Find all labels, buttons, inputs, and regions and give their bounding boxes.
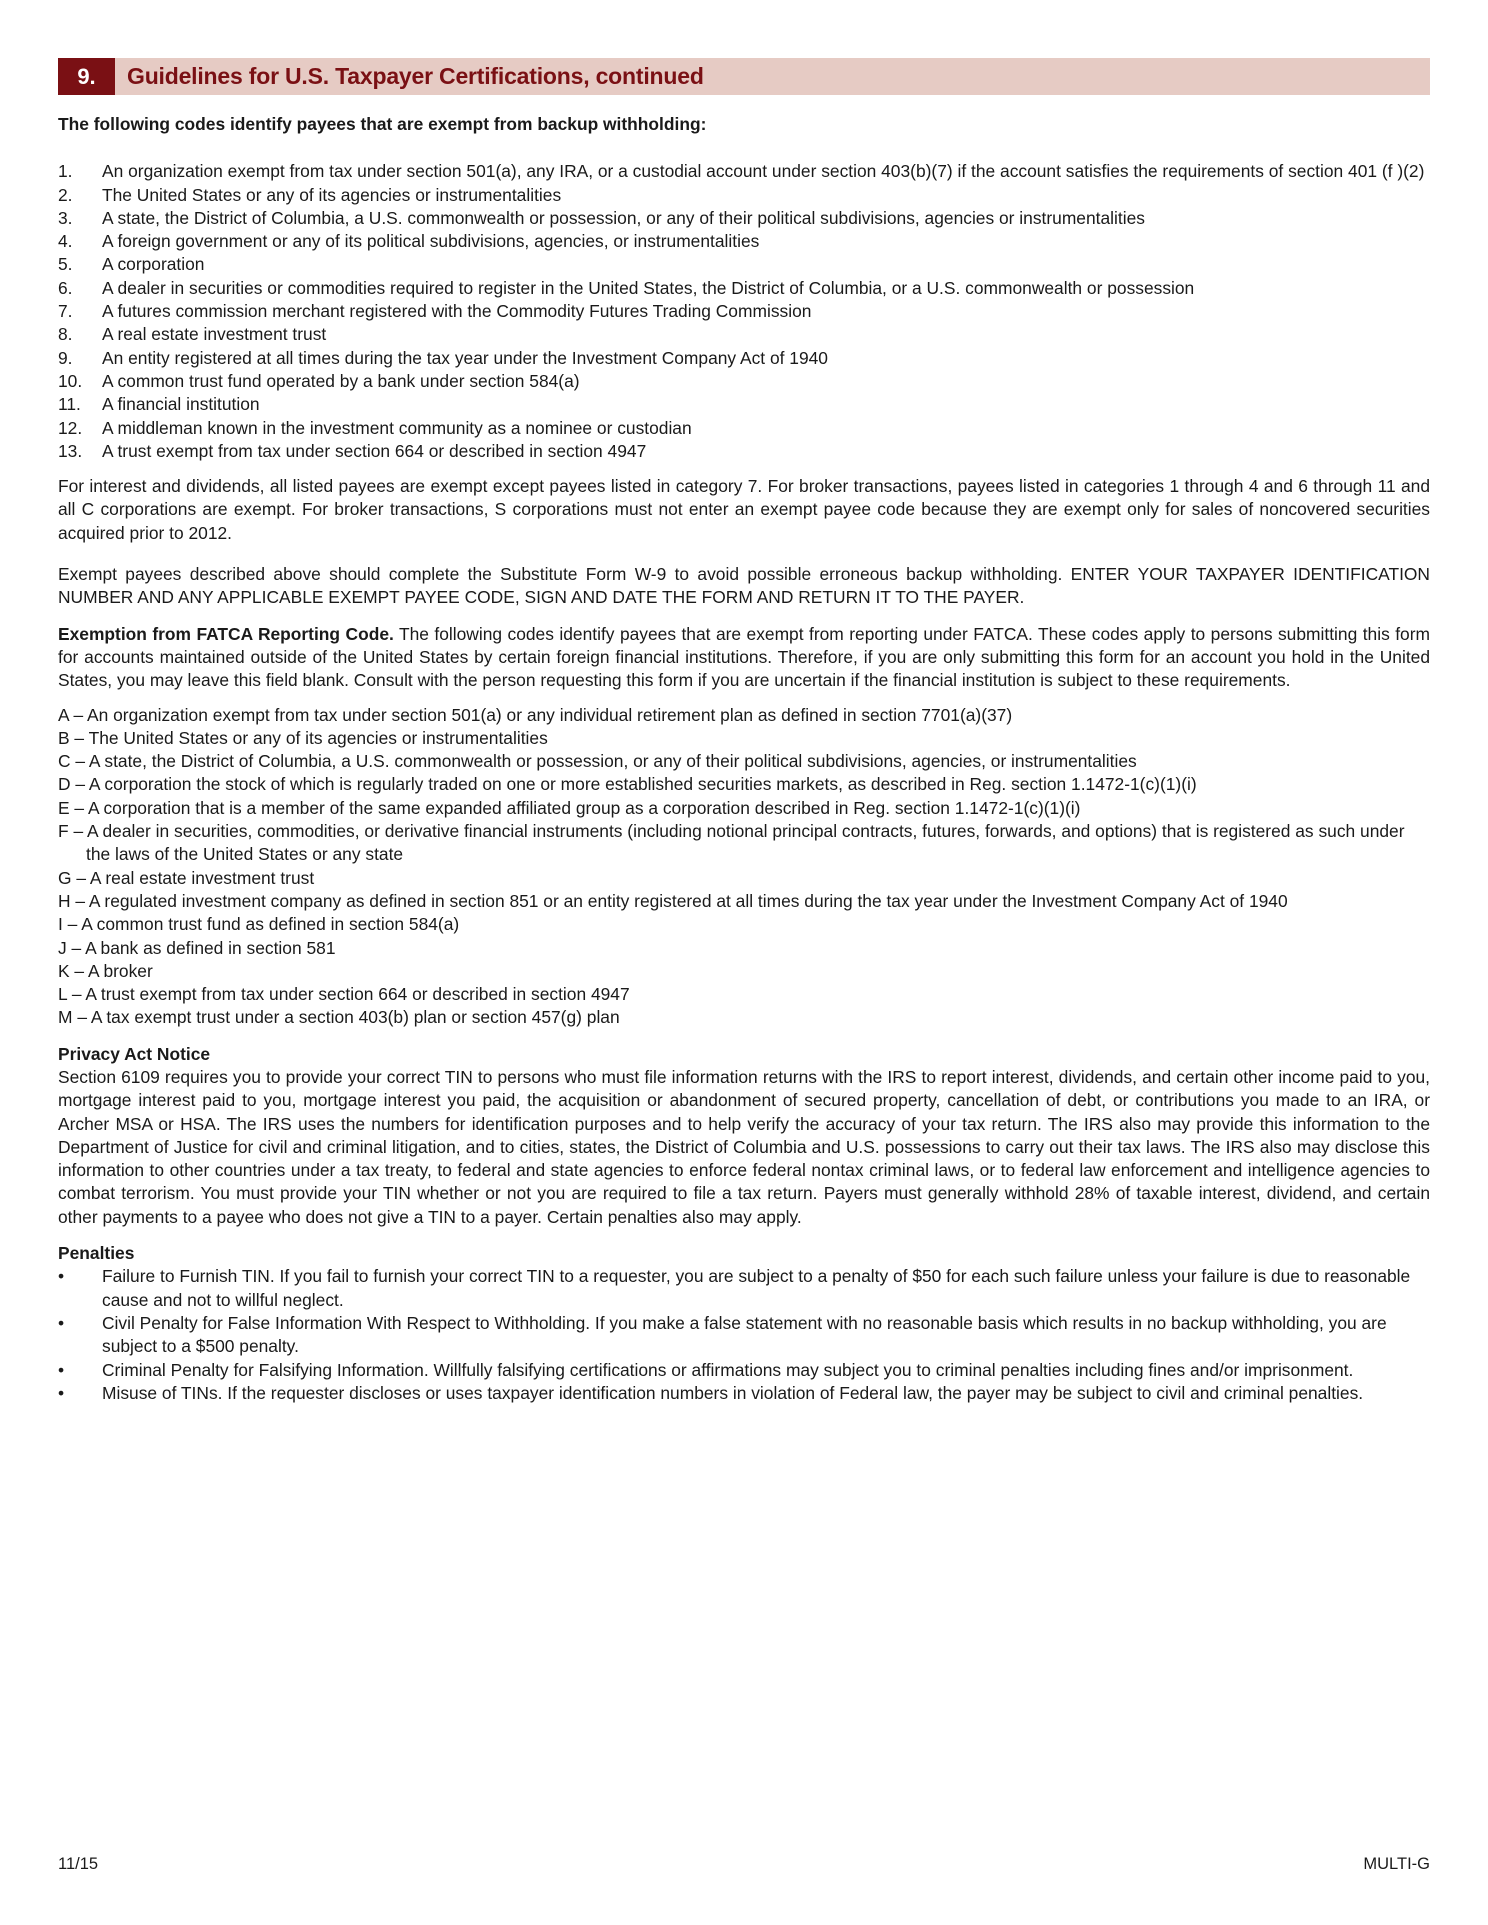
list-item <box>58 440 1430 463</box>
privacy-paragraph: Section 6109 requires you to provide your correct TIN to persons who must file information returns with the IRS to report interest, dividends, and certain other income paid to you, mortgage interest paid to you, mortgage interest you paid, the acquisition or abandonment of secured property, cancellation of debt, or contributions you made to an IRA, or Archer MSA or HSA. The IRS uses the numbers for identification purposes and to help verify the accuracy of your tax return. The IRS also may provide this information to the Department of Justice for civil and criminal litigation, and to cities, states, the District of Columbia and U.S. possessions to carry out their tax laws. The IRS also may disclose this information to other countries under a tax treaty, to federal and state agencies to enforce federal nontax criminal laws, or to federal law enforcement and intelligence agencies to combat terrorism. You must provide your TIN whether or not you are required to file a tax return. Payers must generally withhold 28% of taxable interest, dividend, and certain other payments to a payee who does not give a TIN to a payer. Certain penalties also may apply. <box>58 1066 1430 1227</box>
item-number: 9. <box>58 347 73 368</box>
item-number: 11. <box>58 394 81 415</box>
bullet-icon: • <box>58 1312 65 1333</box>
item-text: A futures commission merchant registered with the Commodity Futures Trading Commission <box>102 301 812 322</box>
item-text: Criminal Penalty for Falsifying Information. Willfully falsifying certifications or affirmations may subject you to criminal penalties including fines and/or imprisonment. <box>102 1359 1354 1380</box>
item-text: A corporation <box>102 254 205 275</box>
item-text: An organization exempt from tax under section 501(a), any IRA, or a custodial account under section 403(b)(7) if the account satisfies the requirements of section 401 (f )(2) <box>102 161 1425 182</box>
bullet-icon: • <box>58 1382 65 1403</box>
section-title: Guidelines for U.S. Taxpayer Certifications, continued <box>127 62 704 89</box>
item-number: 3. <box>58 207 73 228</box>
list-item: A – An organization exempt from tax under section 501(a) or any individual retirement plan as defined in section 7701(a)(37) <box>58 704 1013 725</box>
list-item: L – A trust exempt from tax under section 664 or described in section 4947 <box>58 984 630 1005</box>
item-number: 5. <box>58 254 73 275</box>
list-item <box>58 230 1430 253</box>
list-item <box>58 184 1430 207</box>
privacy-heading: Privacy Act Notice <box>58 1043 211 1064</box>
list-item: D – A corporation the stock of which is regularly traded on one or more established securities markets, as described in Reg. section 1.1472-1(c)(1)(i) <box>58 774 1197 795</box>
list-item <box>58 1359 1430 1382</box>
list-item <box>58 300 1430 323</box>
item-number: 13. <box>58 440 83 461</box>
penalties-list <box>58 1265 1430 1405</box>
list-item <box>58 1312 1430 1359</box>
interest-dividends-paragraph: For interest and dividends, all listed payees are exempt except payees listed in category 7. For broker transactions, payees listed in categories 1 through 4 and 6 through 11 and all C corporations are exempt. For broker transactions, S corporations must not enter an exempt payee code because they are exempt only for sales of noncovered securities acquired prior to 2012. <box>58 476 1430 543</box>
list-item: H – A regulated investment company as defined in section 851 or an entity registered at all times during the tax year under the Investment Company Act of 1940 <box>58 890 1288 911</box>
item-text: A financial institution <box>102 394 260 415</box>
footer-form-id: MULTI-G <box>1363 1855 1430 1873</box>
section-number: 9. <box>58 58 115 95</box>
item-number: 8. <box>58 324 73 345</box>
list-item: K – A broker <box>58 960 153 981</box>
list-item <box>58 277 1430 300</box>
item-text: A state, the District of Columbia, a U.S. commonwealth or possession, or any of their political subdivisions, agencies or instrumentalities <box>102 207 1145 228</box>
penalties-heading: Penalties <box>58 1243 135 1264</box>
item-number: 1. <box>58 161 73 182</box>
item-text: A middleman known in the investment community as a nominee or custodian <box>102 417 692 438</box>
payee-code-list <box>58 160 1430 463</box>
exempt-payees-paragraph: Exempt payees described above should complete the Substitute Form W-9 to avoid possible erroneous backup withholding. ENTER YOUR TAXPAYER IDENTIFICATION NUMBER AND ANY APPLICABLE EXEMPT PAYEE CODE, SIGN AND DATE THE FORM AND RETURN IT TO THE PAYER. <box>58 564 1430 608</box>
footer-date: 11/15 <box>58 1855 99 1873</box>
item-number: 6. <box>58 277 73 298</box>
list-item <box>58 1265 1430 1312</box>
list-item: G – A real estate investment trust <box>58 867 315 888</box>
item-number: 12. <box>58 417 83 438</box>
fatca-lead: Exemption from FATCA Reporting Code. <box>58 623 394 644</box>
list-item: M – A tax exempt trust under a section 403(b) plan or section 457(g) plan <box>58 1007 620 1028</box>
item-text: A common trust fund operated by a bank under section 584(a) <box>102 370 580 391</box>
list-item <box>58 417 1430 440</box>
item-number: 4. <box>58 231 73 252</box>
list-item: E – A corporation that is a member of the same expanded affiliated group as a corporation described in Reg. section 1.1472-1(c)(1)(i) <box>58 797 1081 818</box>
list-item <box>58 323 1430 346</box>
item-text: A trust exempt from tax under section 664 or described in section 4947 <box>102 440 647 461</box>
item-text: An entity registered at all times during the tax year under the Investment Company Act of 1940 <box>102 347 828 368</box>
item-number: 10. <box>58 370 83 391</box>
item-text: The United States or any of its agencies or instrumentalities <box>102 184 562 205</box>
list-item: J – A bank as defined in section 581 <box>58 937 336 958</box>
item-number: 7. <box>58 301 73 322</box>
payee-codes-intro: The following codes identify payees that are exempt from backup withholding: <box>58 114 707 134</box>
fatca-code-list <box>58 704 1430 1030</box>
fatca-paragraph <box>58 623 1430 693</box>
list-item <box>58 370 1430 393</box>
item-text: Failure to Furnish TIN. If you fail to furnish your correct TIN to a requester, you are subject to a penalty of $50 for each such failure unless your failure is due to reasonable cause and not to willful neglect. <box>102 1266 1411 1310</box>
list-item <box>58 253 1430 276</box>
bullet-icon: • <box>58 1359 65 1380</box>
section-header <box>58 58 1430 95</box>
list-item: F – A dealer in securities, commodities, or derivative financial instruments (including notional principal contracts, futures, forwards, and options) that is registered as such under the laws of the United States or any state <box>58 821 1405 865</box>
list-item <box>58 347 1430 370</box>
list-item <box>58 1382 1430 1405</box>
list-item <box>58 160 1430 183</box>
fatca-text: The following codes identify payees that are exempt from reporting under FATCA. These codes apply to persons submitting this form for accounts maintained outside of the United States by certain foreign financial institutions. Therefore, if you are only submitting this form for an account you hold in the United States, you may leave this field blank. Consult with the person requesting this form if you are uncertain if the financial institution is subject to these requirements. <box>58 623 1430 691</box>
list-item: C – A state, the District of Columbia, a U.S. commonwealth or possession, or any of their political subdivisions, agencies, or instrumentalities <box>58 751 1137 772</box>
item-text: Civil Penalty for False Information With Respect to Withholding. If you make a false statement with no reasonable basis which results in no backup withholding, you are subject to a $500 penalty. <box>102 1312 1387 1357</box>
item-text: A foreign government or any of its political subdivisions, agencies, or instrumentalities <box>102 231 760 252</box>
item-text: Misuse of TINs. If the requester discloses or uses taxpayer identification numbers in violation of Federal law, the payer may be subject to civil and criminal penalties. <box>102 1382 1364 1403</box>
list-item <box>58 393 1430 416</box>
document-page <box>58 58 1430 1405</box>
bullet-icon: • <box>58 1266 65 1287</box>
item-text: A dealer in securities or commodities required to register in the United States, the District of Columbia, or a U.S. commonwealth or possession <box>102 277 1195 298</box>
list-item: I – A common trust fund as defined in section 584(a) <box>58 914 460 935</box>
item-number: 2. <box>58 184 73 205</box>
list-item <box>58 207 1430 230</box>
list-item: B – The United States or any of its agencies or instrumentalities <box>58 727 548 748</box>
item-text: A real estate investment trust <box>102 324 327 345</box>
